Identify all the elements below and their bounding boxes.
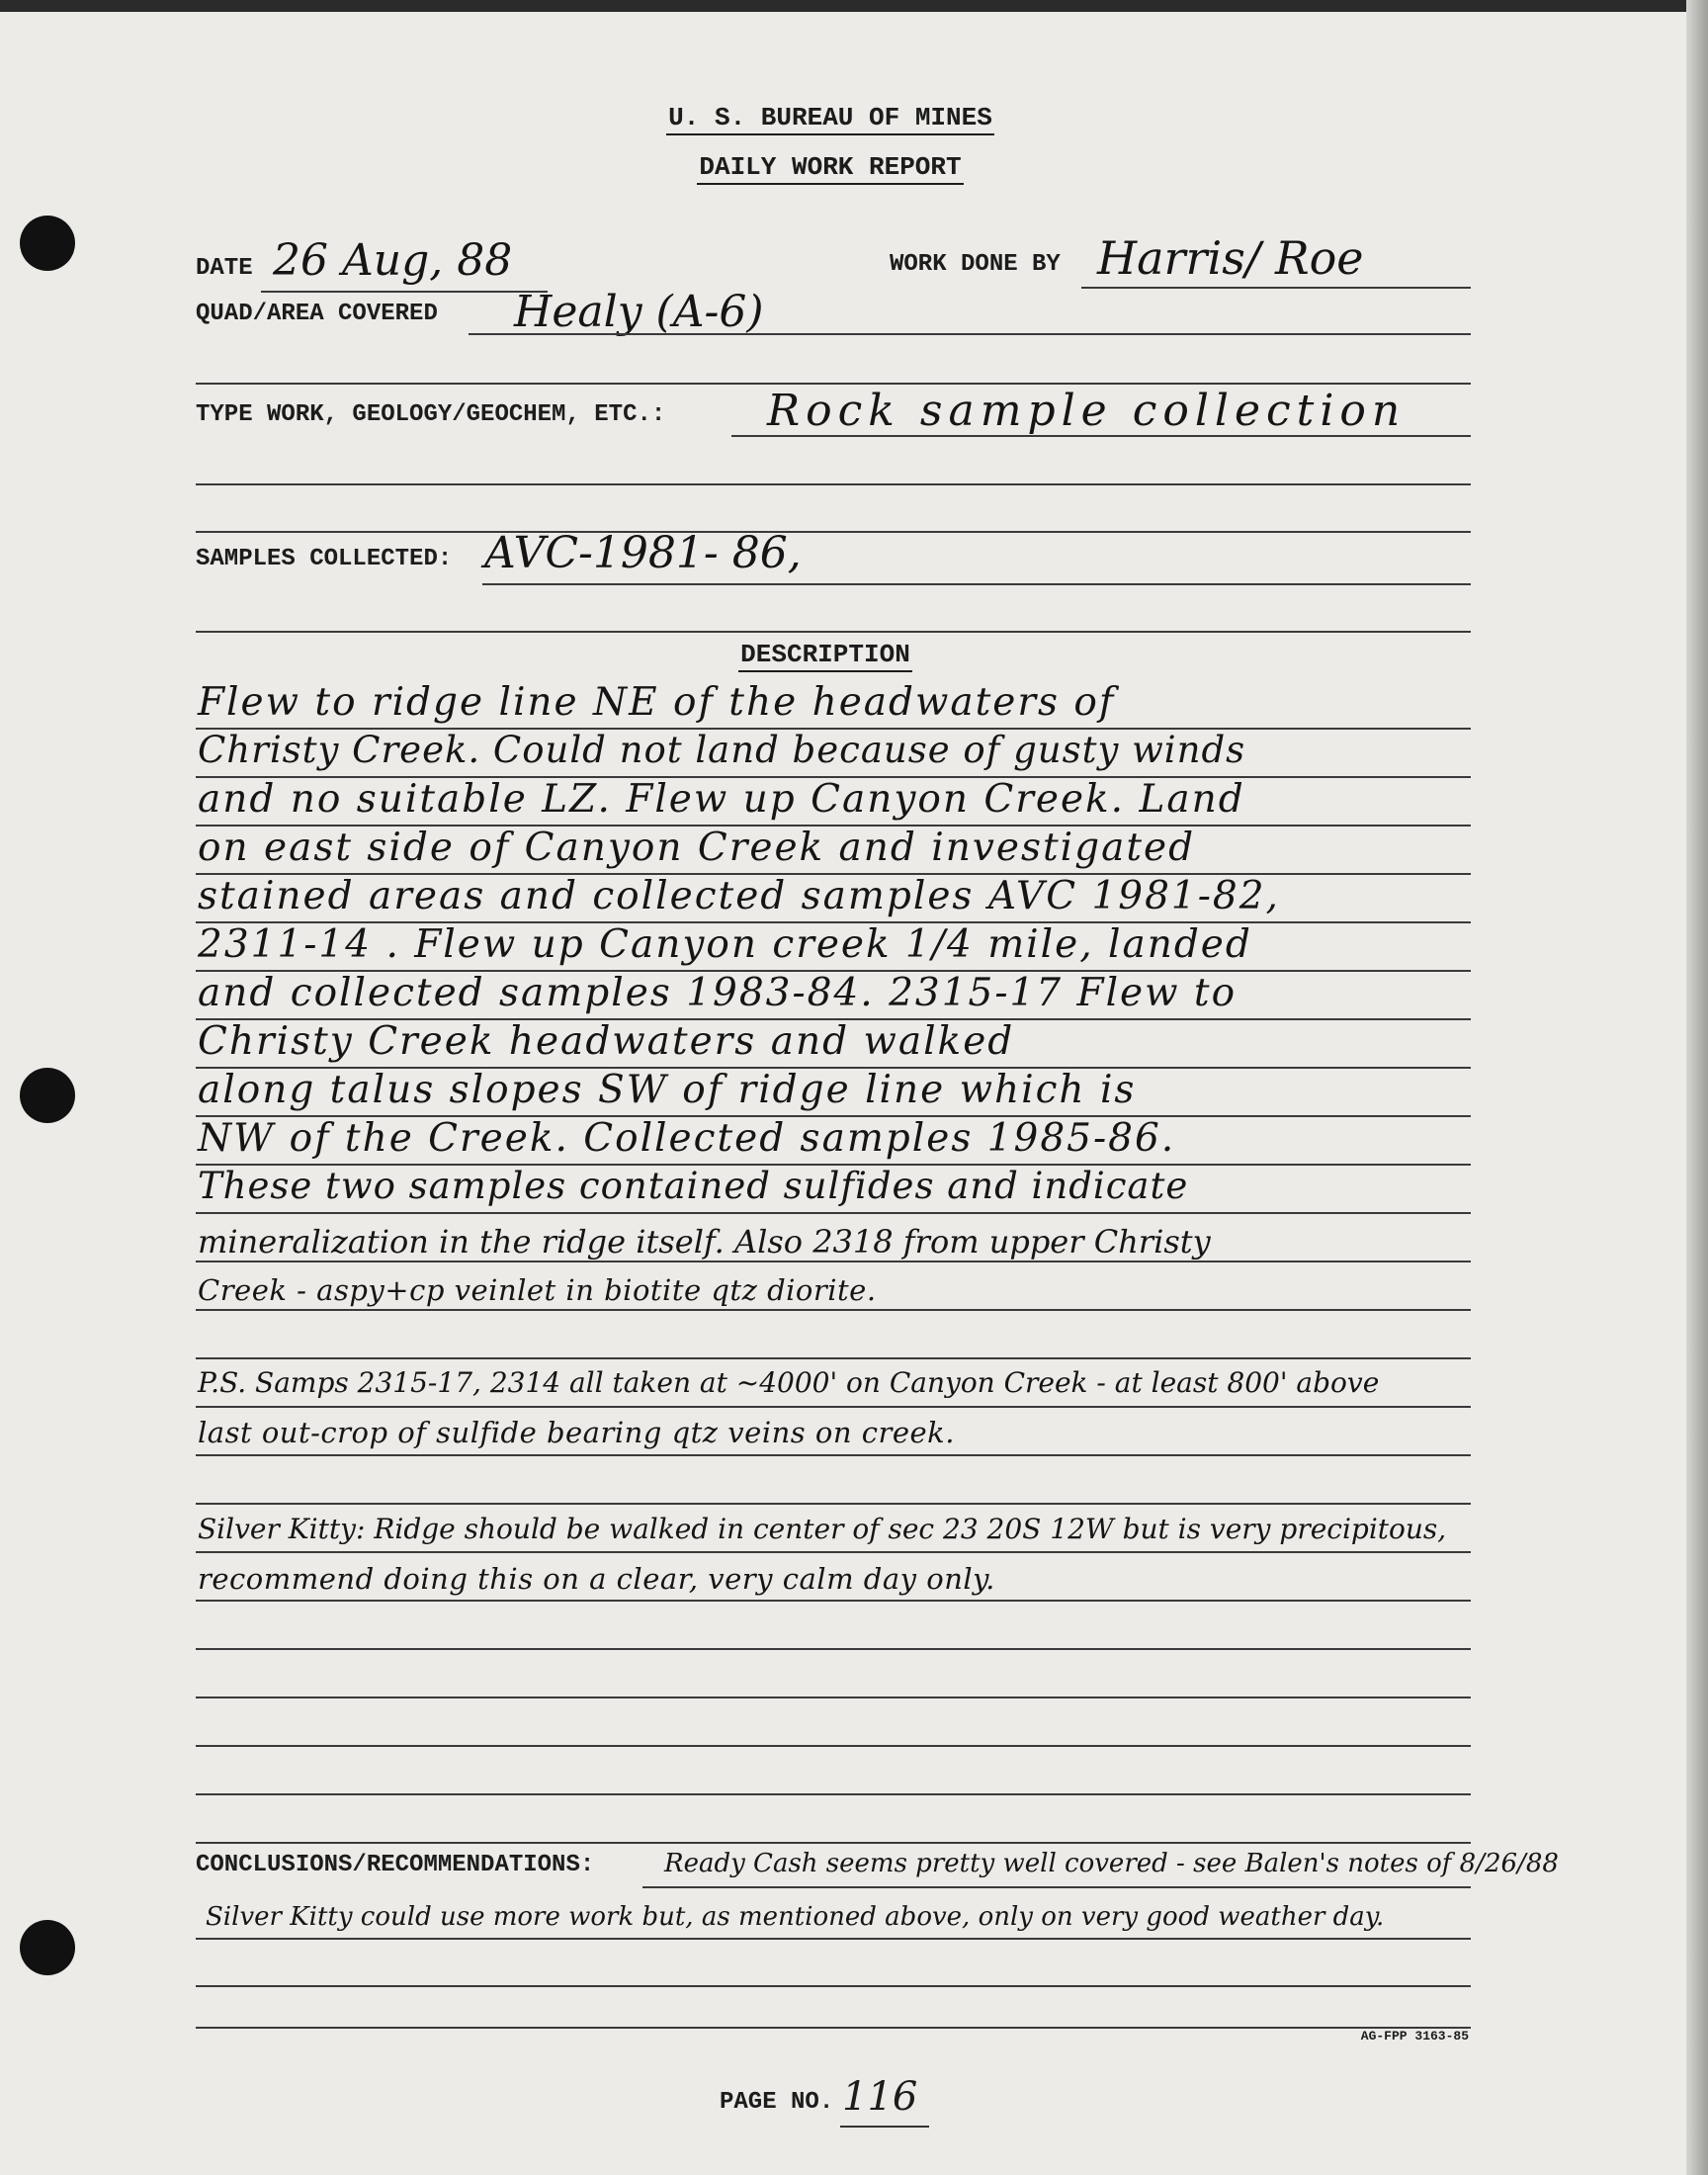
description-line-6: 2311-14 . Flew up Canyon creek 1/4 mile, landed (198, 922, 1252, 967)
description-line-2: Christy Creek. Could not land because of gusty winds (198, 729, 1246, 771)
quad-area-value: Healy (A-6) (514, 287, 764, 337)
conclusions-line-2: Silver Kitty could use more work but, as mentioned above, only on very good weather day. (206, 1902, 1385, 1932)
samples-collected-rule (482, 583, 1471, 585)
date-rule (261, 291, 548, 293)
rule (196, 1745, 1471, 1747)
blank-rule-4 (196, 631, 1471, 633)
description-line-4: on east side of Canyon Creek and investigated (198, 826, 1196, 870)
punch-hole-top (20, 216, 75, 271)
samples-collected-label: SAMPLES COLLECTED: (196, 546, 453, 572)
report-title-heading (0, 152, 1661, 182)
samples-collected-value: AVC-1981- 86, (484, 528, 802, 578)
scan-top-edge (0, 0, 1708, 12)
description-line-10: NW of the Creek. Collected samples 1985-86. (198, 1116, 1176, 1161)
type-work-value: Rock sample collection (767, 386, 1407, 436)
rule (196, 1696, 1471, 1698)
form-code: AG-FPP 3163-85 (1360, 2029, 1469, 2044)
description-heading (0, 640, 1651, 669)
rule (196, 1842, 1471, 1844)
scan-right-edge (1686, 0, 1708, 2175)
description-line-8: Christy Creek headwaters and walked (198, 1019, 1015, 1064)
description-heading-text: DESCRIPTION (738, 640, 912, 672)
conclusions-line-1: Ready Cash seems pretty well covered - see Balen's notes of 8/26/88 (664, 1849, 1559, 1878)
agency-text: U. S. BUREAU OF MINES (666, 103, 994, 135)
page-number-label: PAGE NO. (720, 2089, 834, 2116)
rule (196, 1454, 1471, 1456)
agency-heading (0, 103, 1661, 132)
description-line-5: stained areas and collected samples AVC 1981-82, (198, 874, 1280, 918)
rule (196, 1551, 1471, 1553)
rule (196, 1261, 1471, 1262)
description-line-3: and no suitable LZ. Flew up Canyon Creek. Land (198, 777, 1245, 822)
description-line-1: Flew to ridge line NE of the headwaters of (198, 680, 1116, 725)
blank-rule-2 (196, 483, 1471, 485)
quad-area-label: QUAD/AREA COVERED (196, 301, 438, 327)
description-line-13: Creek - aspy+cp veinlet in biotite qtz diorite. (198, 1273, 877, 1307)
report-title-text: DAILY WORK REPORT (697, 152, 963, 185)
punch-hole-middle (20, 1068, 75, 1123)
silver-kitty-line-1: Silver Kitty: Ridge should be walked in center of sec 23 20S 12W but is very precipitous, (198, 1513, 1447, 1545)
description-line-7: and collected samples 1983-84. 2315-17 Flew to (198, 971, 1238, 1015)
silver-kitty-line-2: recommend doing this on a clear, very calm day only. (198, 1562, 995, 1596)
page-number-rule (840, 2126, 929, 2128)
punch-hole-bottom (20, 1920, 75, 1975)
quad-area-rule (469, 333, 1471, 335)
type-work-label: TYPE WORK, GEOLOGY/GEOCHEM, ETC.: (196, 401, 666, 428)
blank-rule-1 (196, 383, 1471, 385)
ps-line-2: last out-crop of sulfide bearing qtz veins on creek. (198, 1416, 955, 1449)
rule (196, 1503, 1471, 1505)
rule (196, 1600, 1471, 1602)
rule (196, 1212, 1471, 1214)
rule (196, 1793, 1471, 1795)
rule (196, 1309, 1471, 1311)
conclusions-rule-2 (196, 1938, 1471, 1940)
work-done-by-label: WORK DONE BY (890, 251, 1061, 278)
conclusions-rule-1 (642, 1886, 1471, 1888)
conclusions-rule-3 (196, 1985, 1471, 1987)
date-label: DATE (196, 255, 253, 282)
description-line-9: along talus slopes SW of ridge line which is (198, 1068, 1137, 1112)
date-value: 26 Aug, 88 (273, 235, 513, 286)
blank-rule-3 (196, 531, 1471, 533)
page-number-value: 116 (842, 2074, 918, 2120)
type-work-rule (731, 435, 1471, 437)
ps-line-1: P.S. Samps 2315-17, 2314 all taken at ~4000' on Canyon Creek - at least 800' above (198, 1366, 1380, 1399)
description-line-11: These two samples contained sulfides and indicate (198, 1165, 1189, 1207)
rule (196, 1357, 1471, 1359)
work-done-by-value: Harris/ Roe (1097, 231, 1364, 285)
conclusions-label: CONCLUSIONS/RECOMMENDATIONS: (196, 1852, 595, 1878)
work-done-by-rule (1081, 287, 1471, 289)
rule (196, 1406, 1471, 1408)
conclusions-rule-4 (196, 2027, 1471, 2029)
rule (196, 1648, 1471, 1650)
description-line-12: mineralization in the ridge itself. Also 2318 from upper Christy (198, 1223, 1211, 1261)
